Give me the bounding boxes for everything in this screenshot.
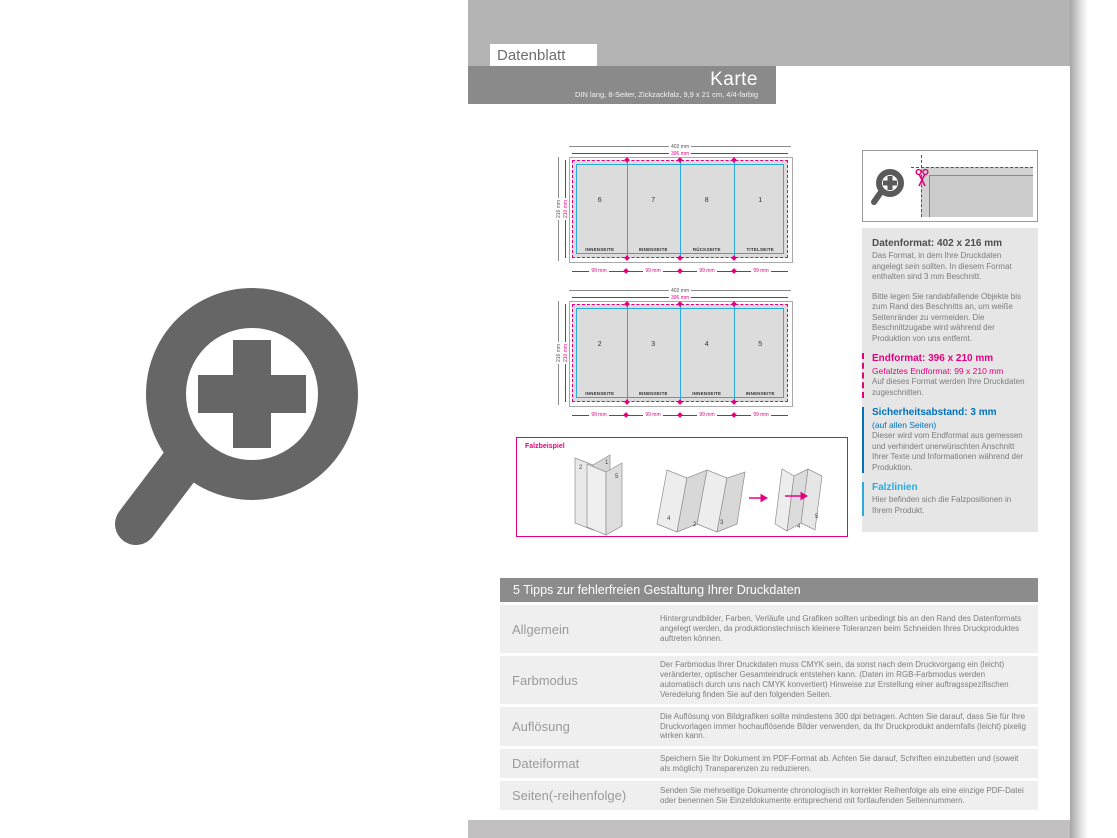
fold-line [680, 162, 681, 256]
tips-row-text: Senden Sie mehrseitige Dokumente chronologisch in korrekter Reihenfolge als eine einzige PDF-Datei oder benennen Sie Einzeldokumente entsprechend mit fortlaufenden Seitennummern. [660, 785, 1024, 805]
product-title: Karte [710, 69, 758, 90]
datenformat-body: Das Format, in dem Ihre Druckdaten angelegt sein sollten. In diesem Format enthalten sind 3 mm Beschnitt. [872, 251, 1012, 281]
foldlines-section [862, 482, 1038, 516]
endformat-subheading: Gefalztes Endformat: 99 x 210 mm [872, 366, 1004, 376]
safety-margin-border [929, 175, 1033, 217]
panel-width-label: 99 mm [591, 268, 607, 274]
tips-row [500, 656, 1038, 704]
datasheet-page [468, 0, 1070, 838]
dimension-line-datenformat-width [569, 143, 791, 150]
panel-label: TITELSEITE [746, 247, 774, 252]
sheet-outer [572, 160, 788, 258]
tips-header: 5 Tipps zur fehlerfreien Gestaltung Ihrer Druckdaten [500, 578, 1038, 602]
panel-label: RÜCKSEITE [692, 247, 721, 252]
fold-line [627, 306, 628, 400]
fold-example-number: 5 [815, 514, 819, 520]
cut-line [911, 167, 1033, 168]
format-info-panel [862, 228, 1038, 532]
product-subtitle: DIN lang, 8-Seiter, Zickzackfalz, 9,9 x 21 cm, 4/4-farbig [575, 90, 758, 99]
tips-row-label: Dateiformat [512, 756, 580, 771]
page-edge-shadow [1070, 0, 1088, 838]
endformat-height-label: 210 mm [562, 199, 569, 219]
bleed-corner-illustration [911, 155, 1033, 217]
datenformat-height-label: 216 mm [555, 343, 562, 363]
panel-label: INNENSEITE [745, 391, 775, 396]
tips-row-text: Der Farbmodus Ihrer Druckdaten muss CMYK sein, da sonst nach dem Druckvorgang ein (leicht) veränderter, optischer Gesamteindruck entstehen kann. (Daten im RGB-Farbmodus werden automatisch durch uns nach CMYK konvertiert) Hinweise zur Erstellung einer auftragsspezifischen Veredelung finden Sie auf den folgenden Seiten. [660, 660, 1009, 699]
diagram-outer-side [555, 143, 804, 282]
dimension-line-endformat-height [562, 160, 569, 258]
page-number: 4 [704, 341, 709, 348]
fold-example-box [516, 437, 848, 537]
datenformat-width-label: 402 mm [670, 143, 690, 150]
datenformat-heading: Datenformat: 402 x 216 mm [872, 238, 1003, 249]
tips-row-label: Seiten(-reihenfolge) [512, 788, 627, 803]
panel-label: INNENSEITE [638, 247, 668, 252]
panel-width-dimensions [572, 268, 788, 276]
panel-width-label: 99 mm [591, 412, 607, 418]
page-number: 5 [758, 341, 763, 348]
fold-example-number: 2 [579, 465, 583, 471]
endformat-width-label: 396 mm [670, 150, 690, 157]
safety-margin-section [862, 407, 1038, 473]
datenblatt-label: Datenblatt [497, 46, 566, 64]
tips-row-label: Allgemein [512, 621, 570, 637]
datenformat-height-label: 216 mm [555, 199, 562, 219]
tips-row-text: Speichern Sie Ihr Dokument im PDF-Format ab. Achten Sie darauf, Schriften einzubetten und (soweit als möglich) Transparenzen zu reduzieren. [660, 753, 1019, 773]
tips-row-label: Auflösung [512, 719, 570, 734]
safety-body: Dieser wird vom Endformat aus gemessen und verhindert unerwünschten Anschnitt Ihrer Texte und Informationen während der Produktion. [872, 431, 1024, 472]
endformat-width-label: 396 mm [670, 294, 690, 301]
product-title-bar [468, 66, 776, 104]
tips-row [500, 781, 1038, 810]
dimension-line-endformat-height [562, 304, 569, 402]
page-number: 2 [597, 341, 602, 348]
zoom-plus-icon[interactable] [110, 280, 366, 556]
fold-line [627, 162, 628, 256]
page-number: 7 [651, 197, 656, 204]
tips-row [500, 707, 1038, 746]
bleed-note: Bitte legen Sie randabfallende Objekte bis zum Rand des Beschnitts an, um weiße Seitenränder zu vermeiden. Die Beschnittzugabe wird während der Produktion von uns entfernt. [872, 291, 1021, 343]
dimension-line-datenformat-width [569, 287, 791, 294]
safety-heading: Sicherheitsabstand: 3 mm [872, 407, 997, 418]
panel-width-label: 99 mm [645, 412, 661, 418]
tips-row-text: Hintergrundbilder, Farben, Verläufe und Grafiken sollten unbedingt bis an den Rand des Datenformats angelegt werden, da produktionstechnisch kleinere Toleranzen beim Schneiden Ihres Druckproduktes auftreten können. [660, 614, 1022, 643]
panel-width-label: 99 mm [645, 268, 661, 274]
fold-example-number: 5 [615, 474, 619, 480]
safety-subheading: (auf allen Seiten) [872, 420, 937, 430]
panel-width-label: 99 mm [699, 268, 715, 274]
dimension-line-endformat-width [572, 150, 788, 157]
sheet-inner [572, 304, 788, 402]
tips-table [500, 578, 1038, 810]
panel-label: INNENSEITE [692, 391, 722, 396]
fold-mark [624, 301, 630, 307]
foldlines-heading: Falzlinien [872, 482, 918, 493]
fold-example-illustration [517, 438, 847, 536]
fold-example-number: 4 [667, 516, 671, 522]
datenformat-section [862, 238, 1038, 283]
fold-mark [624, 157, 630, 163]
dimension-line-datenformat-height [555, 301, 562, 405]
fold-arrow-icon [749, 495, 767, 502]
tips-row [500, 749, 1038, 778]
bleed-note-section [862, 292, 1038, 345]
dimension-line-datenformat-height [555, 157, 562, 261]
page-number: 6 [597, 197, 602, 204]
panel-label: INNENSEITE [585, 391, 615, 396]
dimension-line-endformat-width [572, 294, 788, 301]
scissors-icon [915, 169, 929, 187]
fold-example-number: 1 [605, 460, 609, 466]
page-number: 8 [704, 197, 709, 204]
page-number: 1 [758, 197, 763, 204]
endformat-heading: Endformat: 396 x 210 mm [872, 353, 994, 364]
zoom-detail-icon[interactable] [869, 167, 907, 209]
panel-label: INNENSEITE [585, 247, 615, 252]
fold-line [734, 306, 735, 400]
endformat-height-label: 210 mm [562, 343, 569, 363]
fold-mark [731, 157, 737, 163]
panel-width-label: 99 mm [753, 412, 769, 418]
page-number: 3 [651, 341, 656, 348]
fold-example-label: Falzbeispiel [525, 443, 565, 450]
fold-line [680, 306, 681, 400]
tips-row [500, 605, 1038, 653]
fold-example-number: 2 [693, 522, 697, 528]
panel-label: INNENSEITE [638, 391, 668, 396]
datenformat-width-label: 402 mm [670, 287, 690, 294]
diagram-inner-side [555, 287, 804, 426]
fold-mark [731, 301, 737, 307]
panel-width-label: 99 mm [699, 412, 715, 418]
foldlines-body: Hier befinden sich die Falzpositionen in Ihrem Produkt. [872, 495, 1012, 515]
endformat-body: Auf dieses Format werden Ihre Druckdaten zugeschnitten. [872, 377, 1025, 397]
endformat-section [862, 353, 1038, 398]
page-bottom-band [468, 820, 1070, 838]
bleed-detail-box [862, 150, 1038, 222]
panel-width-label: 99 mm [753, 268, 769, 274]
panel-width-dimensions [572, 412, 788, 420]
fold-line [734, 162, 735, 256]
fold-example-number: 4 [797, 524, 801, 530]
datenblatt-tab [490, 44, 597, 66]
tips-row-label: Farbmodus [512, 672, 578, 688]
tips-row-text: Die Auflösung von Bildgrafiken sollte mindestens 300 dpi betragen. Achten Sie darauf, dass Sie für Ihre Druckvorlagen immer hochauflösende Bilder verwenden, da Ihr Druckprodukt andernfalls (leicht) pixelig wirken kann. [660, 711, 1026, 741]
fold-example-number: 3 [720, 520, 724, 526]
